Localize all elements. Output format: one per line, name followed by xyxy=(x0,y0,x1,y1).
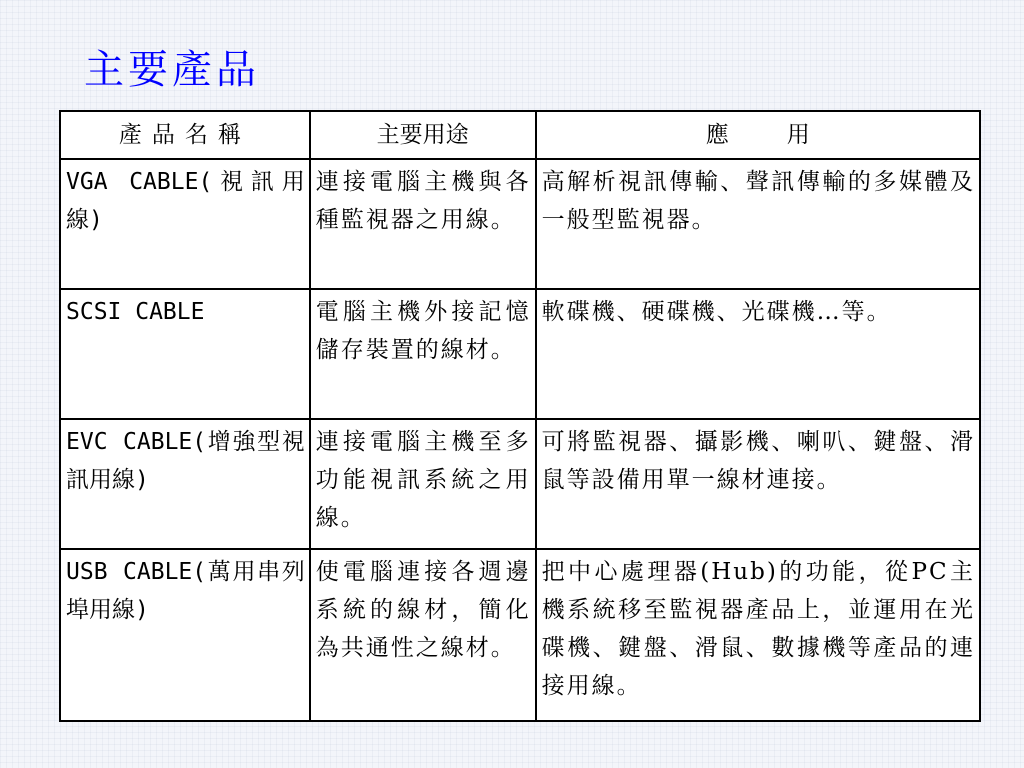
product-table xyxy=(59,110,981,722)
product-use-cell: 連接電腦主機至多功能視訊系統之用線。 xyxy=(310,419,536,549)
header-application-part-1: 應 xyxy=(705,122,729,148)
table-row xyxy=(60,419,980,549)
product-name-cell: SCSI CABLE xyxy=(60,289,310,419)
page-title: 主要產品 xyxy=(84,47,260,93)
product-use-cell: 連接電腦主機與各種監視器之用線。 xyxy=(310,159,536,289)
product-application-cell: 可將監視器、攝影機、喇叭、鍵盤、滑鼠等設備用單一線材連接。 xyxy=(536,419,980,549)
product-use-cell: 使電腦連接各週邊系統的線材，簡化為共通性之線材。 xyxy=(310,549,536,721)
product-use-cell: 電腦主機外接記憶儲存裝置的線材。 xyxy=(310,289,536,419)
header-application-part-2: 用 xyxy=(786,122,810,148)
table-row xyxy=(60,289,980,419)
product-name-cell: USB CABLE(萬用串列埠用線) xyxy=(60,549,310,721)
header-product-name: 產品名稱 xyxy=(60,111,310,159)
header-main-use: 主要用途 xyxy=(310,111,536,159)
product-application-cell: 軟碟機、硬碟機、光碟機…等。 xyxy=(536,289,980,419)
table-row xyxy=(60,549,980,721)
header-application xyxy=(536,111,980,159)
product-name-cell: EVC CABLE(增強型視訊用線) xyxy=(60,419,310,549)
product-application-cell: 高解析視訊傳輸、聲訊傳輸的多媒體及一般型監視器。 xyxy=(536,159,980,289)
product-name-cell: VGA CABLE(視訊用線) xyxy=(60,159,310,289)
table-header-row xyxy=(60,111,980,159)
product-application-cell: 把中心處理器(Hub)的功能，從PC主機系統移至監視器產品上，並運用在光碟機、鍵盤、滑鼠、數據機等產品的連接用線。 xyxy=(536,549,980,721)
table-row xyxy=(60,159,980,289)
